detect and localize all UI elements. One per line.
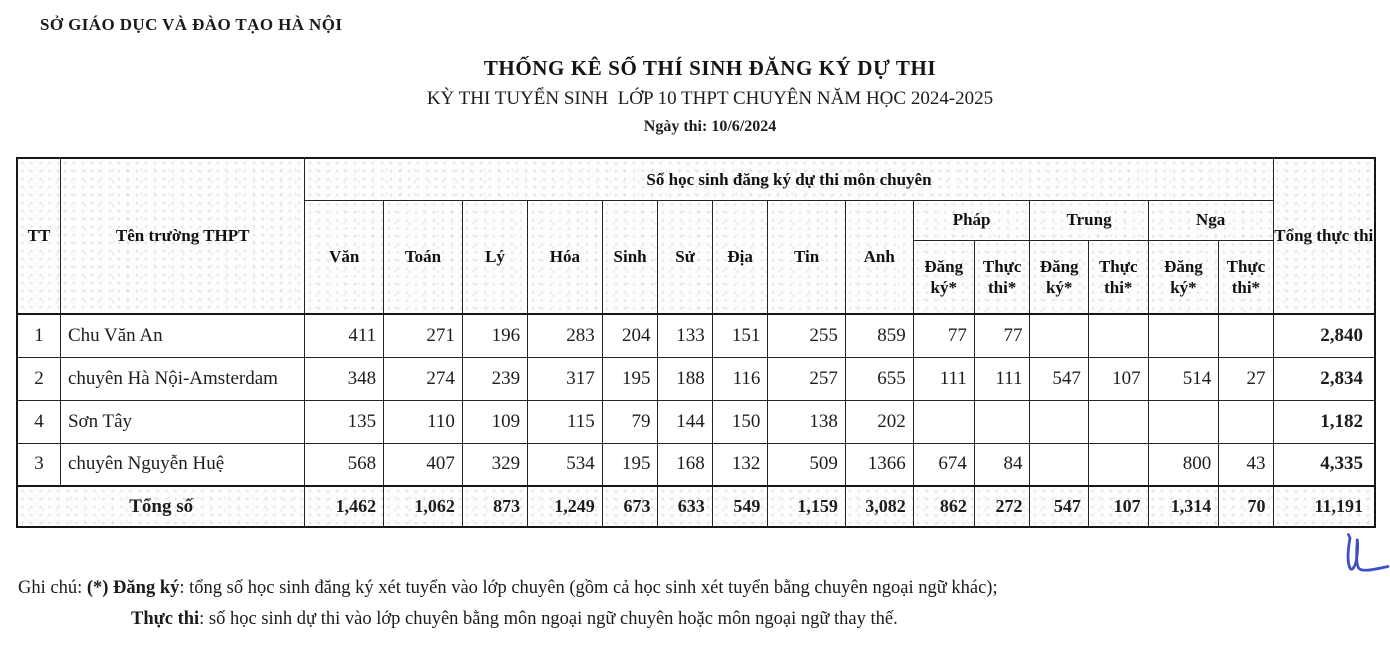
value-cell: [913, 400, 974, 443]
value-cell: [1088, 314, 1148, 357]
header-subject-toan: Toán: [384, 200, 463, 314]
total-value-cell: 547: [1030, 486, 1088, 527]
header-phap-register: Đăng ký*: [913, 240, 974, 314]
value-cell: 188: [658, 357, 712, 400]
table-row: [17, 400, 1375, 443]
tt-cell: 2: [17, 357, 60, 400]
header-trung-attend: Thực thi*: [1088, 240, 1148, 314]
header-total: Tổng thực thi: [1273, 158, 1375, 314]
total-value-cell: 272: [974, 486, 1030, 527]
tt-cell: 4: [17, 400, 60, 443]
value-cell: 196: [462, 314, 527, 357]
org-name: SỞ GIÁO DỤC VÀ ĐÀO TẠO HÀ NỘI: [40, 15, 343, 34]
value-cell: 107: [1088, 357, 1148, 400]
total-value-cell: 1,462: [305, 486, 384, 527]
row-total-cell: 4,335: [1273, 443, 1375, 486]
value-cell: [1148, 400, 1219, 443]
value-cell: 329: [462, 443, 527, 486]
value-cell: [1030, 443, 1088, 486]
value-cell: 407: [384, 443, 463, 486]
statistics-table-wrapper: [16, 157, 1376, 528]
statistics-table: [16, 157, 1376, 528]
header-lang-nga: Nga: [1148, 200, 1273, 240]
header-subject-ly: Lý: [462, 200, 527, 314]
value-cell: 79: [602, 400, 658, 443]
header-nga-register: Đăng ký*: [1148, 240, 1219, 314]
value-cell: [1219, 314, 1273, 357]
value-cell: 109: [462, 400, 527, 443]
value-cell: 568: [305, 443, 384, 486]
total-row: [17, 486, 1375, 527]
value-cell: 283: [528, 314, 603, 357]
value-cell: 168: [658, 443, 712, 486]
school-cell: Chu Văn An: [60, 314, 304, 357]
value-cell: 534: [528, 443, 603, 486]
total-value-cell: 3,082: [845, 486, 913, 527]
header-subject-van: Văn: [305, 200, 384, 314]
value-cell: [1088, 400, 1148, 443]
value-cell: 27: [1219, 357, 1273, 400]
row-total-cell: 2,840: [1273, 314, 1375, 357]
value-cell: 271: [384, 314, 463, 357]
exam-date: Ngày thi: 10/6/2024: [643, 118, 777, 135]
header-subject-dia: Địa: [712, 200, 768, 314]
total-value-cell: 673: [602, 486, 658, 527]
value-cell: 77: [974, 314, 1030, 357]
total-value-cell: 633: [658, 486, 712, 527]
value-cell: 135: [305, 400, 384, 443]
value-cell: 547: [1030, 357, 1088, 400]
header-group-title: Số học sinh đăng ký dự thi môn chuyên: [305, 158, 1273, 200]
total-value-cell: 873: [462, 486, 527, 527]
value-cell: [974, 400, 1030, 443]
note-attend-term: Thực thi: [131, 609, 200, 629]
value-cell: 195: [602, 443, 658, 486]
value-cell: 115: [528, 400, 603, 443]
value-cell: 43: [1219, 443, 1273, 486]
tt-cell: 3: [17, 443, 60, 486]
total-value-cell: 70: [1219, 486, 1273, 527]
header-nga-attend: Thực thi*: [1219, 240, 1273, 314]
grand-total-cell: 11,191: [1273, 486, 1375, 527]
tt-cell: 1: [17, 314, 60, 357]
value-cell: 132: [712, 443, 768, 486]
note-attend-text: : số học sinh dự thi vào lớp chuyên bằng môn ngoại ngữ chuyên hoặc môn ngoại ngữ thay thế.: [199, 609, 898, 629]
row-total-cell: 2,834: [1273, 357, 1375, 400]
total-value-cell: 1,249: [528, 486, 603, 527]
header-trung-register: Đăng ký*: [1030, 240, 1088, 314]
note-line-2: [18, 604, 998, 635]
value-cell: 257: [768, 357, 845, 400]
value-cell: 116: [712, 357, 768, 400]
value-cell: 150: [712, 400, 768, 443]
value-cell: 202: [845, 400, 913, 443]
header-lang-trung: Trung: [1030, 200, 1148, 240]
header-lang-phap: Pháp: [913, 200, 1030, 240]
header-school: Tên trường THPT: [60, 158, 304, 314]
value-cell: 348: [305, 357, 384, 400]
value-cell: 859: [845, 314, 913, 357]
value-cell: 411: [305, 314, 384, 357]
total-value-cell: 1,159: [768, 486, 845, 527]
value-cell: 514: [1148, 357, 1219, 400]
value-cell: 674: [913, 443, 974, 486]
school-cell: chuyên Hà Nội-Amsterdam: [60, 357, 304, 400]
header-subject-tin: Tin: [768, 200, 845, 314]
value-cell: 84: [974, 443, 1030, 486]
header-tt: TT: [17, 158, 60, 314]
pen-stroke: [1348, 535, 1388, 571]
page-title: THỐNG KÊ SỐ THÍ SINH ĐĂNG KÝ DỰ THI: [483, 56, 937, 80]
value-cell: 255: [768, 314, 845, 357]
value-cell: 151: [712, 314, 768, 357]
header-subject-hoa: Hóa: [528, 200, 603, 314]
pen-mark-icon: [1338, 531, 1390, 589]
value-cell: [1219, 400, 1273, 443]
row-total-cell: 1,182: [1273, 400, 1375, 443]
school-cell: Sơn Tây: [60, 400, 304, 443]
value-cell: 655: [845, 357, 913, 400]
table-row: [17, 443, 1375, 486]
value-cell: 317: [528, 357, 603, 400]
page-subtitle: KỲ THI TUYỂN SINH LỚP 10 THPT CHUYÊN NĂM HỌC 2024-2025: [426, 88, 994, 109]
value-cell: 274: [384, 357, 463, 400]
title-block: [35, 56, 1385, 136]
value-cell: [1148, 314, 1219, 357]
header-phap-attend: Thực thi*: [974, 240, 1030, 314]
header-subject-su: Sử: [658, 200, 712, 314]
total-value-cell: 862: [913, 486, 974, 527]
note-register-text: : tổng số học sinh đăng ký xét tuyển vào lớp chuyên (gồm cả học sinh xét tuyển bằng chuyên ngoại ngữ khác);: [179, 578, 998, 598]
value-cell: 195: [602, 357, 658, 400]
value-cell: 77: [913, 314, 974, 357]
value-cell: [1030, 314, 1088, 357]
value-cell: 1366: [845, 443, 913, 486]
value-cell: 138: [768, 400, 845, 443]
value-cell: 509: [768, 443, 845, 486]
total-row-label: Tổng số: [17, 486, 305, 527]
value-cell: 144: [658, 400, 712, 443]
value-cell: 133: [658, 314, 712, 357]
value-cell: 204: [602, 314, 658, 357]
table-body: [17, 314, 1375, 527]
note-line-1: [18, 573, 998, 604]
total-value-cell: 1,314: [1148, 486, 1219, 527]
header-subject-sinh: Sinh: [602, 200, 658, 314]
note-prefix: Ghi chú:: [18, 578, 87, 598]
school-cell: chuyên Nguyễn Huệ: [60, 443, 304, 486]
value-cell: 239: [462, 357, 527, 400]
value-cell: 111: [974, 357, 1030, 400]
table-row: [17, 314, 1375, 357]
total-value-cell: 1,062: [384, 486, 463, 527]
value-cell: [1030, 400, 1088, 443]
header-subject-anh: Anh: [845, 200, 913, 314]
value-cell: 800: [1148, 443, 1219, 486]
value-cell: 110: [384, 400, 463, 443]
value-cell: [1088, 443, 1148, 486]
table-row: [17, 357, 1375, 400]
footnotes: [18, 573, 998, 635]
value-cell: 111: [913, 357, 974, 400]
total-value-cell: 107: [1088, 486, 1148, 527]
note-register-term: (*) Đăng ký: [86, 578, 180, 598]
total-value-cell: 549: [712, 486, 768, 527]
